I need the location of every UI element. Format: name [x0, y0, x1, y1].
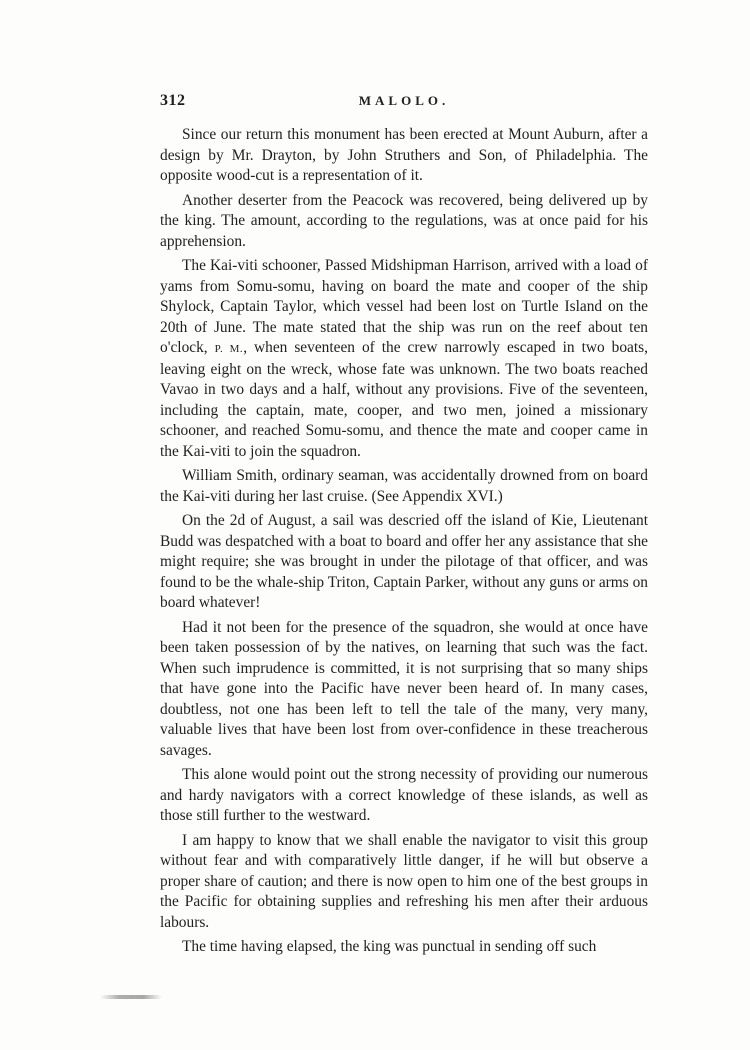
body-text [160, 125, 648, 962]
paragraph-navigator: I am happy to know that we shall enable the navigator to visit this group without fear and with comparatively little danger, if he will but observe a proper share of caution; and there is now open to him one of the best groups in the Pacific for obtaining supplies and refreshing his men after their arduous labours. [160, 831, 648, 931]
margin-scan-mark [100, 995, 162, 999]
paragraph-kai-viti-text-start: The Kai-viti schooner, Passed Midshipman Harrison, arrived with a load of yams from Somu-somu, having on board the mate and cooper of the ship Shylock, Captain Taylor, which vessel had been lost on Turtle Island on the 20th of June. The mate stated that the ship was run on the reef about ten o'clock, [160, 257, 648, 356]
running-title: MALOLO. [358, 93, 450, 108]
paragraph-sail-descried: On the 2d of August, a sail was descried off the island of Kie, Lieutenant Budd was despatched with a boat to board and offer her any assistance that she might require; she was brought in under the pilotage of that officer, and was found to be the whale-ship Triton, Captain Parker, without any guns or arms on board whatever! [160, 512, 648, 611]
paragraph-necessity: This alone would point out the strong necessity of providing our numerous and hardy navigators with a correct knowledge of these islands, as well as those still further to the westward. [160, 766, 648, 824]
time-abbreviation: P. M. [214, 343, 244, 355]
paragraph-kai-viti-text-end: , when seventeen of the crew narrowly escaped in two boats, leaving eight on the wreck, whose fate was unknown. The two boats reached Vavao in two days and a half, without any provisions. Five of the seventeen, including the captain, mate, cooper, and two men, joined a missionary schooner, and reached Somu-somu, and thence the mate and cooper came in the Kai-viti to join the squadron. [160, 339, 648, 460]
paragraph-deserter: Another deserter from the Peacock was recovered, being delivered up by the king. The amount, according to the regulations, was at once paid for his apprehension. [160, 191, 648, 250]
paragraph-william-smith: William Smith, ordinary seaman, was accidentally drowned from on board the Kai-viti during her last cruise. (See Appendix XVI.) [160, 467, 648, 505]
paragraph-monument: Since our return this monument has been erected at Mount Auburn, after a design by Mr. Drayton, by John Struthers and Son, of Philadelphia. The opposite wood-cut is a representation of it. [160, 126, 648, 184]
paragraph-time-elapsed: The time having elapsed, the king was punctual in sending off such [182, 938, 597, 955]
page-number: 312 [160, 92, 186, 109]
paragraph-squadron-presence: Had it not been for the presence of the squadron, she would at once have been taken possession of by the natives, on learning that such was the fact. When such imprudence is committed, it is not surprising that so many ships that have gone into the Pacific have never been heard of. In many cases, doubtless, not one has been left to tell the tale of the many, very many, valuable lives that have been lost from over-confidence in these treacherous savages. [160, 618, 648, 759]
running-head [160, 92, 648, 116]
paragraph-kai-viti-schooner [160, 256, 648, 462]
